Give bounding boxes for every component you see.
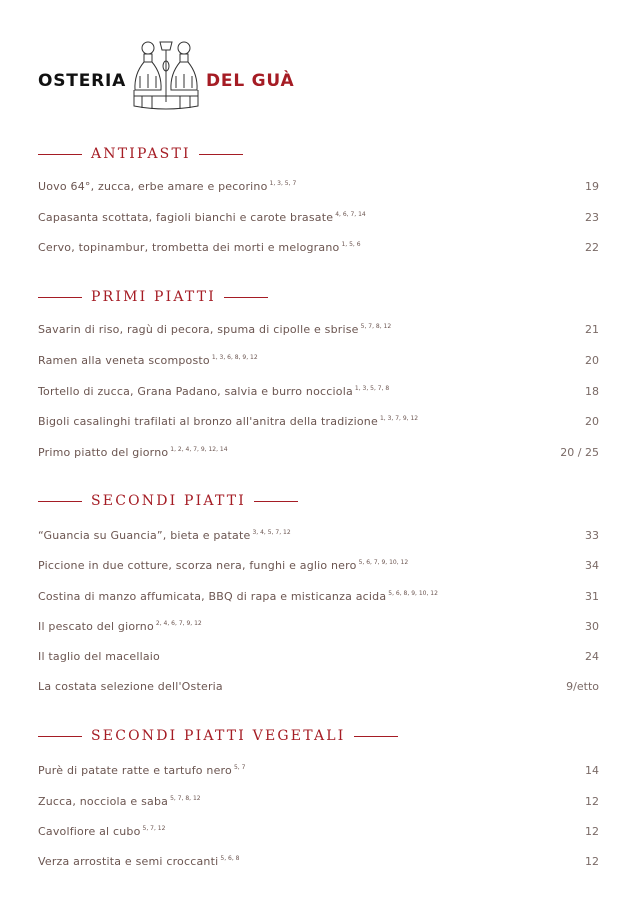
allergens: 1, 3, 6, 8, 9, 12	[211, 354, 258, 361]
dish-price: 18	[585, 385, 599, 398]
allergens: 1, 3, 5, 7	[269, 180, 297, 187]
dish-price: 12	[585, 855, 599, 868]
allergens: 1, 5, 6	[341, 241, 361, 248]
dish-price: 31	[585, 590, 599, 603]
dish-price: 12	[585, 795, 599, 808]
dish-price: 23	[585, 211, 599, 224]
dish-name: Savarin di riso, ragù di pecora, spuma di cipolle e sbrise	[38, 323, 359, 336]
menu-item	[38, 650, 599, 666]
dish-price: 34	[585, 559, 599, 572]
divider-line	[38, 501, 82, 502]
dish-name: Bigoli casalinghi trafilati al bronzo all'anitra della tradizione	[38, 415, 378, 428]
allergens: 5, 7	[233, 764, 246, 771]
menu-item	[38, 559, 599, 575]
menu-item	[38, 446, 599, 462]
menu-item	[38, 354, 599, 370]
allergens: 2, 4, 6, 7, 9, 12	[155, 620, 202, 627]
dish-price: 20 / 25	[560, 446, 599, 459]
menu-item	[38, 795, 599, 811]
menu-item	[38, 590, 599, 606]
menu-item	[38, 415, 599, 431]
dish-name: Capasanta scottata, fagioli bianchi e carote brasate	[38, 211, 334, 224]
dish-price: 9/etto	[566, 680, 599, 693]
brand-name-right: DEL GUÀ	[206, 71, 295, 91]
dish-price: 20	[585, 354, 599, 367]
dish-name: La costata selezione dell'Osteria	[38, 680, 223, 693]
dish-name: Il taglio del macellaio	[38, 650, 160, 663]
allergens: 1, 3, 7, 9, 12	[379, 415, 419, 422]
menu-item	[38, 825, 599, 841]
dish-price: 30	[585, 620, 599, 633]
menu-item	[38, 764, 599, 780]
dish-name: Il pescato del giorno	[38, 620, 154, 633]
dish-name: Purè di patate ratte e tartufo nero	[38, 764, 232, 777]
dish-name: Cavolfiore al cubo	[38, 825, 141, 838]
dish-name: Uovo 64°, zucca, erbe amare e pecorino	[38, 180, 268, 193]
allergens: 5, 7, 8, 12	[360, 323, 392, 330]
allergens: 5, 6, 8	[220, 855, 240, 862]
dish-price: 33	[585, 529, 599, 542]
section-label: SECONDI PIATTI	[91, 493, 247, 509]
allergens: 5, 6, 7, 9, 10, 12	[358, 559, 409, 566]
dish-price: 20	[585, 415, 599, 428]
allergens: 1, 3, 5, 7, 8	[354, 385, 390, 392]
menu-item	[38, 620, 599, 636]
cruet-set-icon	[130, 38, 202, 112]
menu-item	[38, 211, 599, 227]
menu-item	[38, 680, 599, 696]
allergens: 5, 7, 8, 12	[170, 795, 201, 802]
dish-name: Ramen alla veneta scomposto	[38, 354, 210, 367]
dish-price: 22	[585, 241, 599, 254]
menu-item	[38, 855, 599, 871]
allergens: 3, 4, 5, 7, 12	[252, 529, 291, 536]
dish-price: 24	[585, 650, 599, 663]
divider-line	[354, 736, 398, 737]
section-title-secondi-piatti	[38, 492, 298, 510]
dish-name: Primo piatto del giorno	[38, 446, 169, 459]
dish-price: 21	[585, 323, 599, 336]
section-title-secondi-piatti-vegetali	[38, 727, 398, 745]
allergens: 5, 6, 8, 9, 10, 12	[388, 590, 438, 597]
allergens: 1, 2, 4, 7, 9, 12, 14	[170, 446, 228, 453]
section-title-antipasti	[38, 145, 243, 163]
menu-item	[38, 529, 599, 545]
menu-item	[38, 385, 599, 401]
brand-name-left: OSTERIA	[38, 71, 127, 91]
divider-line	[224, 297, 268, 298]
section-label: ANTIPASTI	[91, 146, 191, 162]
menu-item	[38, 323, 599, 339]
dish-price: 14	[585, 764, 599, 777]
dish-price: 12	[585, 825, 599, 838]
divider-line	[38, 154, 82, 155]
divider-line	[38, 736, 82, 737]
dish-name: Zucca, nocciola e saba	[38, 795, 169, 808]
allergens: 4, 6, 7, 14	[335, 211, 366, 218]
dish-name: Verza arrostita e semi croccanti	[38, 855, 219, 868]
section-title-primi-piatti	[38, 288, 268, 306]
allergens: 5, 7, 12	[142, 825, 166, 832]
divider-line	[254, 501, 298, 502]
dish-name: Piccione in due cotture, scorza nera, funghi e aglio nero	[38, 559, 357, 572]
dish-name: Tortello di zucca, Grana Padano, salvia e burro nocciola	[38, 385, 353, 398]
section-label: SECONDI PIATTI VEGETALI	[91, 728, 346, 744]
dish-name: Cervo, topinambur, trombetta dei morti e melograno	[38, 241, 340, 254]
dish-name: Costina di manzo affumicata, BBQ di rapa e misticanza acida	[38, 590, 387, 603]
dish-price: 19	[585, 180, 599, 193]
restaurant-logo	[38, 38, 338, 114]
divider-line	[199, 154, 243, 155]
section-label: PRIMI PIATTI	[91, 289, 216, 305]
menu-item	[38, 180, 599, 196]
dish-name: “Guancia su Guancia”, bieta e patate	[38, 529, 251, 542]
divider-line	[38, 297, 82, 298]
menu-item	[38, 241, 599, 257]
